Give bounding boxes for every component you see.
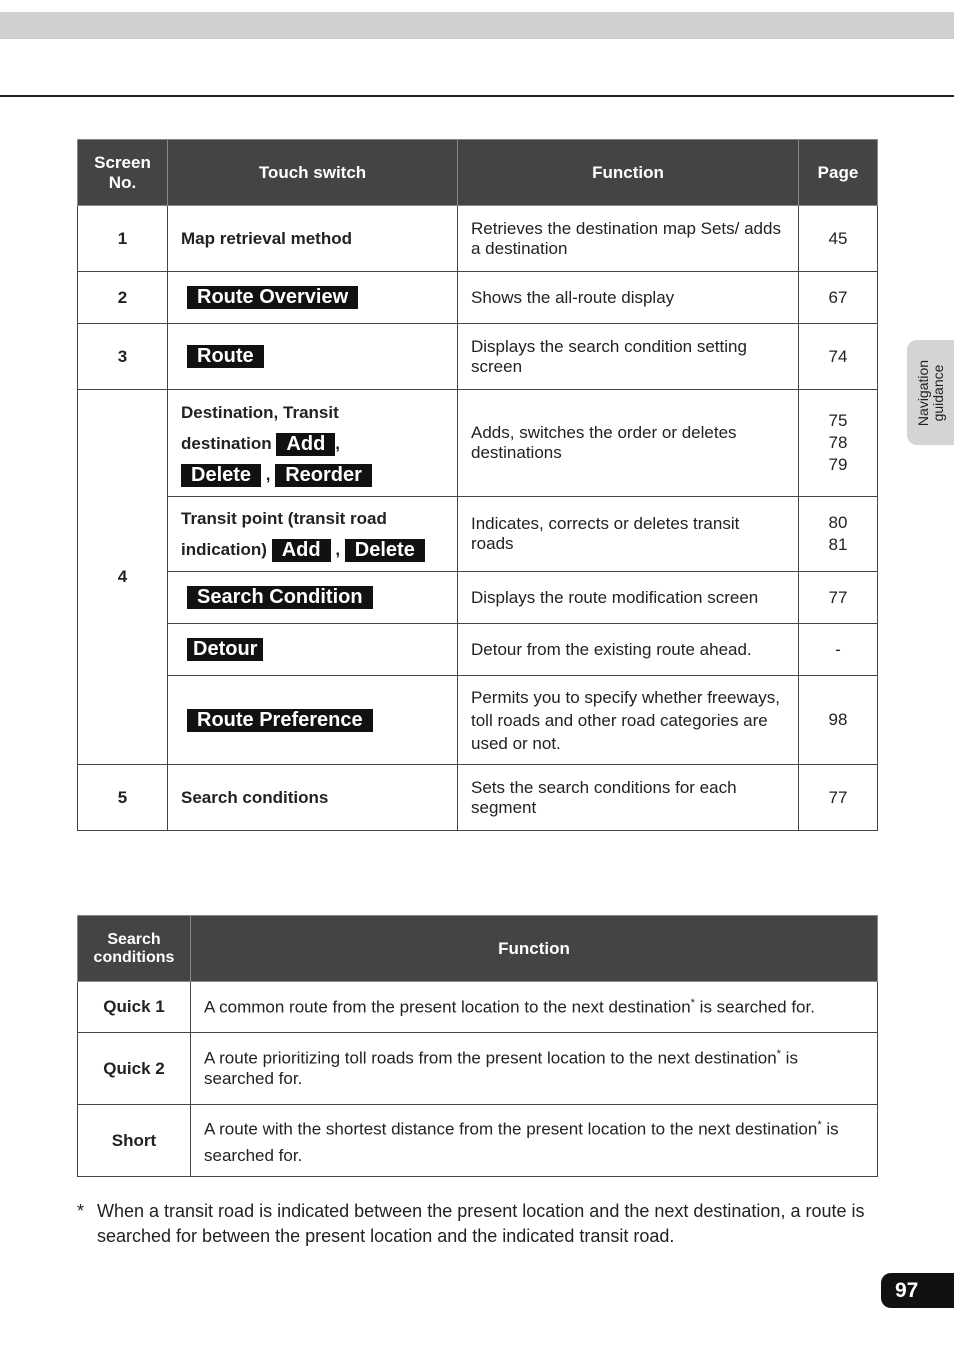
touch-switch: Search conditions <box>168 765 458 831</box>
function-text: Detour from the existing route ahead. <box>458 624 799 676</box>
function-text: Permits you to specify whether freeways, toll roads and other road categories are used or not. <box>458 676 799 765</box>
switch-prefix: indication) <box>181 540 267 559</box>
search-conditions-table <box>77 915 878 1177</box>
function-text: Displays the search condition setting screen <box>458 324 799 390</box>
footnote <box>77 1199 867 1249</box>
touch-switch <box>168 497 458 572</box>
page-ref <box>799 390 878 497</box>
section-tab <box>907 340 954 445</box>
table-header-row <box>78 916 878 982</box>
header-bar <box>0 12 954 39</box>
function-text-part: A common route from the present location to the next destination <box>204 997 691 1017</box>
footnote-mark: * <box>77 1201 85 1221</box>
page-ref: 77 <box>799 572 878 624</box>
page-ref: 74 <box>799 324 878 390</box>
table-row <box>78 1105 878 1177</box>
section-tab-label <box>916 359 946 425</box>
table-row <box>78 572 878 624</box>
comma: , <box>335 433 341 453</box>
reorder-switch: Reorder <box>275 464 372 487</box>
function-text: Adds, switches the order or deletes destinations <box>458 390 799 497</box>
route-preference-switch: Route Preference <box>187 709 373 732</box>
page-ref: 77 <box>799 765 878 831</box>
table-row <box>78 206 878 272</box>
footnote-text: When a transit road is indicated between the present location and the next destination, a route is searched for between the present location and the indicated transit road. <box>97 1201 865 1246</box>
function-text: Sets the search conditions for each segment <box>458 765 799 831</box>
col-header-search-conditions: Search conditions <box>78 916 191 982</box>
page-list: 75 78 79 <box>828 411 848 474</box>
table-row <box>78 324 878 390</box>
condition-name: Short <box>78 1105 191 1177</box>
table-row <box>78 272 878 324</box>
col-header-screen-no: Screen No. <box>78 140 168 206</box>
function-text-part: A route with the shortest distance from the present location to the next destination <box>204 1119 818 1139</box>
comma: , <box>335 540 341 559</box>
function-text-part: A route prioritizing toll roads from the present location to the next destination <box>204 1048 777 1068</box>
switch-prefix: Transit point (transit road <box>181 509 387 528</box>
page-ref: 45 <box>799 206 878 272</box>
function-text: Retrieves the destination map Sets/ adds a destination <box>458 206 799 272</box>
screen-no: 1 <box>78 206 168 272</box>
col-header-page: Page <box>799 140 878 206</box>
function-text: Indicates, corrects or deletes transit roads <box>458 497 799 572</box>
condition-name: Quick 2 <box>78 1033 191 1105</box>
delete-switch: Delete <box>345 539 425 562</box>
screen-no: 2 <box>78 272 168 324</box>
touch-switch <box>168 324 458 390</box>
touch-switch <box>168 390 458 497</box>
screen-no: 4 <box>78 390 168 765</box>
section-tab-line: Navigation <box>914 359 931 426</box>
header-rule <box>0 95 954 97</box>
delete-switch: Delete <box>181 464 261 487</box>
touch-switch <box>168 572 458 624</box>
col-header-touch-switch: Touch switch <box>168 140 458 206</box>
switch-prefix: destination <box>181 433 272 453</box>
function-text-part: is searched for. <box>694 997 815 1017</box>
footnote-mark: * <box>690 996 695 1009</box>
function-text-part: is searched for. <box>204 1119 839 1166</box>
route-overview-switch: Route Overview <box>187 286 358 309</box>
touch-switch: Map retrieval method <box>168 206 458 272</box>
table-header-row <box>78 140 878 206</box>
function-text <box>191 982 878 1033</box>
function-text <box>191 1105 878 1177</box>
col-header-function: Function <box>458 140 799 206</box>
page-ref <box>799 497 878 572</box>
function-text <box>191 1033 878 1105</box>
add-switch: Add <box>276 433 335 456</box>
table-row <box>78 765 878 831</box>
screen-no: 3 <box>78 324 168 390</box>
function-text: Shows the all-route display <box>458 272 799 324</box>
table-row <box>78 982 878 1033</box>
table-row <box>78 1033 878 1105</box>
page-list: 80 81 <box>828 513 848 554</box>
page-ref: 98 <box>799 676 878 765</box>
col-header-function: Function <box>191 916 878 982</box>
switch-prefix: Destination, Transit <box>181 402 339 422</box>
function-text: Displays the route modification screen <box>458 572 799 624</box>
touch-switch <box>168 624 458 676</box>
function-text-part: is searched for. <box>204 1048 798 1088</box>
touch-switch <box>168 272 458 324</box>
comma: , <box>265 464 271 484</box>
detour-switch: Detour <box>187 638 263 661</box>
table-row <box>78 390 878 497</box>
table-row <box>78 624 878 676</box>
table-row <box>78 497 878 572</box>
touch-switch-table <box>77 139 878 831</box>
add-switch: Add <box>272 539 331 562</box>
screen-no: 5 <box>78 765 168 831</box>
page-ref: 67 <box>799 272 878 324</box>
footnote-mark: * <box>776 1048 781 1061</box>
page-number: 97 <box>881 1273 954 1308</box>
page-ref: - <box>799 624 878 676</box>
route-switch: Route <box>187 345 264 368</box>
touch-switch <box>168 676 458 765</box>
condition-name: Quick 1 <box>78 982 191 1033</box>
table-row <box>78 676 878 765</box>
footnote-mark: * <box>817 1118 822 1131</box>
section-tab-line: guidance <box>929 364 946 421</box>
search-condition-switch: Search Condition <box>187 586 373 609</box>
